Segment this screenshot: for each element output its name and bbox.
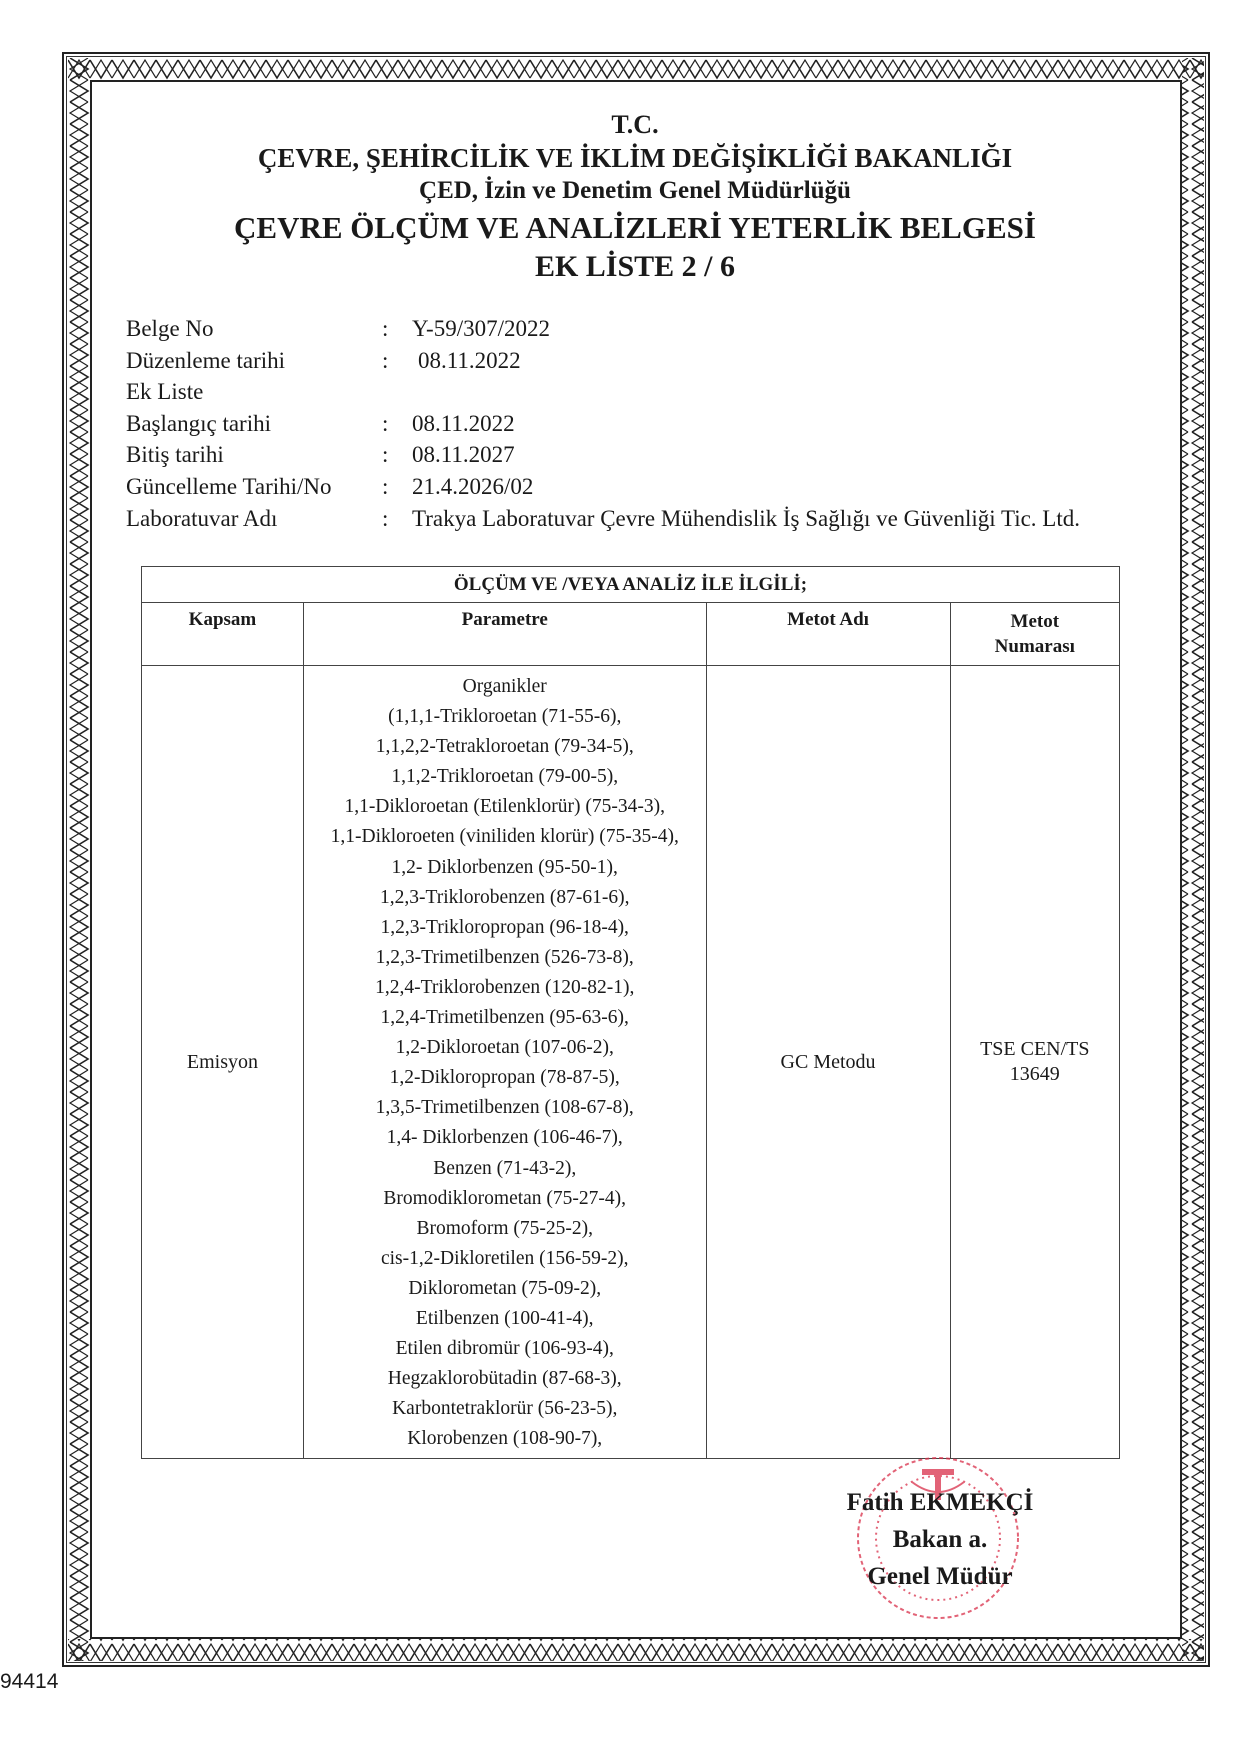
info-value: 08.11.2022 (418, 347, 521, 373)
info-separator: : (382, 442, 389, 468)
header-certificate-title: ÇEVRE ÖLÇÜM VE ANALİZLERİ YETERLİK BELGESİ (234, 210, 1036, 245)
info-label: Düzenleme tarihi (126, 347, 286, 373)
parameter-item: 1,2-Dikloroetan (107-06-2), (395, 1037, 614, 1059)
info-label: Belge No (126, 316, 214, 341)
parameter-item: Etilen dibromür (106-93-4), (395, 1338, 614, 1360)
parameter-item: Bromodiklorometan (75-27-4), (383, 1187, 627, 1209)
method-number-line1: TSE CEN/TS (980, 1038, 1090, 1060)
header-directorate: ÇED, İzin ve Denetim Genel Müdürlüğü (419, 177, 851, 204)
parameter-item: 1,2-Dikloropropan (78-87-5), (389, 1067, 620, 1089)
header-scope: Kapsam (142, 603, 304, 666)
parameter-item: Klorobenzen (108-90-7), (407, 1428, 603, 1450)
header-ministry: ÇEVRE, ŞEHİRCİLİK VE İKLİM DEĞİŞİKLİĞİ BAKANLIĞI (257, 143, 1013, 173)
method-number-line2: 13649 (1009, 1063, 1060, 1085)
table-row (142, 666, 1120, 1459)
header-parameter: Parametre (303, 603, 706, 666)
info-value: 08.11.2022 (412, 410, 515, 436)
header-method-number-line2: Numarası (994, 636, 1075, 657)
info-label: Laboratuvar Adı (126, 505, 278, 531)
info-separator: : (382, 473, 389, 499)
cell-scope: Emisyon (142, 666, 304, 1459)
header-method-number-line1: Metot (1010, 611, 1060, 632)
document-number: 94414 (0, 1670, 59, 1693)
parameter-item: (1,1,1-Trikloroetan (71-55-6), (388, 706, 622, 728)
cell-method-number (950, 666, 1119, 1459)
parameter-item: 1,2,3-Trikloropropan (96-18-4), (380, 916, 629, 938)
table-caption-row (142, 567, 1120, 603)
parameter-item: Etilbenzen (100-41-4), (415, 1307, 594, 1329)
info-label: Güncelleme Tarihi/No (126, 473, 332, 499)
info-label: Ek Liste (126, 379, 204, 405)
parameter-item: 1,3,5-Trimetilbenzen (108-67-8), (375, 1097, 634, 1119)
table-header-row (142, 603, 1120, 666)
parameter-item: 1,1-Dikloroetan (Etilenklorür) (75-34-3), (344, 796, 666, 818)
parameter-item: 1,1-Dikloroeten (viniliden klorür) (75-35-4), (330, 826, 679, 848)
info-label: Bitiş tarihi (126, 442, 224, 468)
signatory-title: Genel Müdür (867, 1563, 1013, 1590)
parameter-item: cis-1,2-Dikloretilen (156-59-2), (380, 1247, 629, 1269)
parameter-item: 1,1,2,2-Tetrakloroetan (79-34-5), (375, 736, 634, 758)
info-separator: : (382, 316, 389, 341)
parameter-item: 1,4- Diklorbenzen (106-46-7), (386, 1127, 623, 1149)
signature-block (835, 1484, 1045, 1595)
info-separator: : (382, 410, 389, 436)
cell-parameters (303, 666, 706, 1459)
scope-table (141, 566, 1120, 1459)
info-label: Başlangıç tarihi (126, 410, 271, 436)
info-value: Y-59/307/2022 (412, 316, 550, 341)
parameter-item: 1,2,3-Triklorobenzen (87-61-6), (379, 886, 630, 908)
parameter-item: 1,1,2-Trikloroetan (79-00-5), (391, 766, 619, 788)
info-value: 21.4.2026/02 (412, 473, 534, 499)
header-method-name: Metot Adı (706, 603, 950, 666)
cell-method-name: GC Metodu (706, 666, 950, 1459)
parameter-item: 1,2,4-Trimetilbenzen (95-63-6), (380, 1007, 629, 1029)
parameter-item: Benzen (71-43-2), (433, 1157, 577, 1179)
parameter-item: 1,2,3-Trimetilbenzen (526-73-8), (375, 946, 634, 968)
header-tc: T.C. (611, 110, 659, 139)
parameter-item: Diklorometan (75-09-2), (408, 1277, 602, 1299)
signatory-role: Bakan a. (892, 1526, 988, 1553)
parameter-item: 1,2- Diklorbenzen (95-50-1), (391, 856, 618, 878)
parameter-item: 1,2,4-Triklorobenzen (120-82-1), (375, 976, 635, 998)
signatory-name: Fatih EKMEKÇİ (846, 1489, 1034, 1516)
info-separator: : (382, 505, 389, 531)
table-caption: ÖLÇÜM VE /VEYA ANALİZ İLE İLGİLİ; (142, 567, 1120, 603)
parameter-item: Bromoform (75-25-2), (416, 1217, 593, 1239)
info-value: 08.11.2027 (412, 442, 515, 468)
info-value: Trakya Laboratuvar Çevre Mühendislik İş Sağlığı ve Güvenliği Tic. Ltd. (412, 505, 1080, 531)
parameter-item: Organikler (462, 676, 547, 697)
header-method-number (950, 603, 1119, 666)
info-separator: : (382, 347, 389, 373)
parameter-item: Hegzaklorobütadin (87-68-3), (387, 1368, 622, 1390)
parameter-item: Karbontetraklorür (56-23-5), (392, 1398, 618, 1420)
header-list-number: EK LİSTE 2 / 6 (534, 250, 736, 283)
